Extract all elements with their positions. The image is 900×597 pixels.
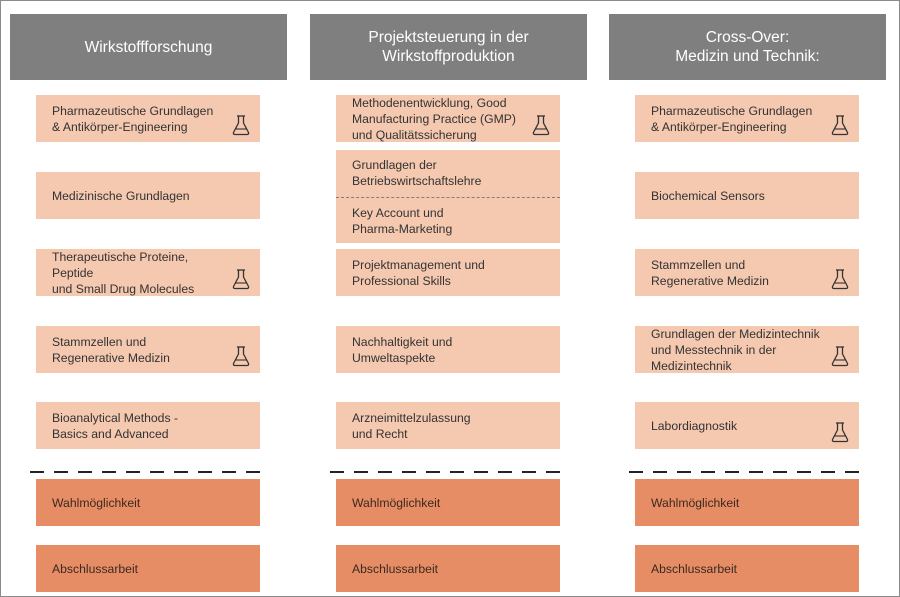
thesis-label: Abschlussarbeit — [52, 561, 139, 576]
thesis-label: Abschlussarbeit — [651, 561, 738, 576]
column-projektsteuerung — [310, 0, 587, 597]
flask-icon — [831, 345, 849, 367]
divider-dashed — [30, 461, 270, 465]
module-label: Stammzellen und Regenerative Medizin — [651, 257, 769, 288]
module-box — [635, 172, 859, 219]
module-box — [36, 326, 260, 373]
module-label: Projektmanagement und Professional Skills — [352, 257, 485, 288]
module-label: Labordiagnostik — [651, 418, 738, 433]
elective-box — [635, 479, 859, 526]
module-box — [36, 402, 260, 449]
module-label: Methodenentwicklung, Good Manufacturing Practice (GMP) und Qualitätssicherung — [352, 95, 516, 142]
elective-box — [336, 479, 560, 526]
module-box — [635, 402, 859, 449]
split-divider — [336, 197, 560, 198]
module-label: Medizinische Grundlagen — [52, 188, 190, 203]
flask-icon — [232, 345, 250, 367]
module-label: Nachhaltigkeit und Umweltaspekte — [352, 334, 453, 365]
column-header: Projektsteuerung in der Wirkstoffproduktion — [310, 14, 587, 80]
module-box — [635, 95, 859, 142]
module-box-split — [336, 150, 560, 243]
module-box — [336, 249, 560, 296]
thesis-box — [336, 545, 560, 592]
module-label: Therapeutische Proteine, Peptide und Small Drug Molecules — [52, 249, 195, 296]
divider-dashed — [330, 461, 570, 465]
module-label: Bioanalytical Methods - Basics and Advanced — [52, 410, 178, 441]
module-box — [336, 326, 560, 373]
module-box — [36, 172, 260, 219]
module-label: Grundlagen der Betriebswirtschaftslehre — [352, 158, 482, 188]
module-label: Grundlagen der Medizintechnik und Messtechnik in der Medizintechnik — [651, 326, 820, 373]
flask-icon — [232, 268, 250, 290]
thesis-box — [635, 545, 859, 592]
module-label: Stammzellen und Regenerative Medizin — [52, 334, 170, 365]
thesis-label: Abschlussarbeit — [352, 561, 439, 576]
module-box — [635, 326, 859, 373]
thesis-box — [36, 545, 260, 592]
flask-icon — [831, 268, 849, 290]
module-label: Arzneimittelzulassung und Recht — [352, 410, 471, 441]
flask-icon — [532, 114, 550, 136]
module-box — [336, 95, 560, 142]
elective-label: Wahlmöglichkeit — [52, 495, 141, 510]
column-header: Cross-Over: Medizin und Technik: — [609, 14, 886, 80]
module-box — [36, 249, 260, 296]
module-box — [336, 402, 560, 449]
module-label: Pharmazeutische Grundlagen & Antikörper-Engineering — [651, 103, 813, 134]
flask-icon — [831, 114, 849, 136]
elective-label: Wahlmöglichkeit — [352, 495, 441, 510]
module-label: Key Account und Pharma-Marketing — [352, 206, 453, 236]
column-wirkstoffforschung — [10, 0, 287, 597]
flask-icon — [831, 421, 849, 443]
column-cross-over — [609, 0, 886, 597]
elective-box — [36, 479, 260, 526]
module-label: Pharmazeutische Grundlagen & Antikörper-Engineering — [52, 103, 214, 134]
module-box — [635, 249, 859, 296]
flask-icon — [232, 114, 250, 136]
module-label: Biochemical Sensors — [651, 188, 765, 203]
elective-label: Wahlmöglichkeit — [651, 495, 740, 510]
module-box — [36, 95, 260, 142]
column-header: Wirkstoffforschung — [10, 14, 287, 80]
divider-dashed — [629, 461, 869, 465]
